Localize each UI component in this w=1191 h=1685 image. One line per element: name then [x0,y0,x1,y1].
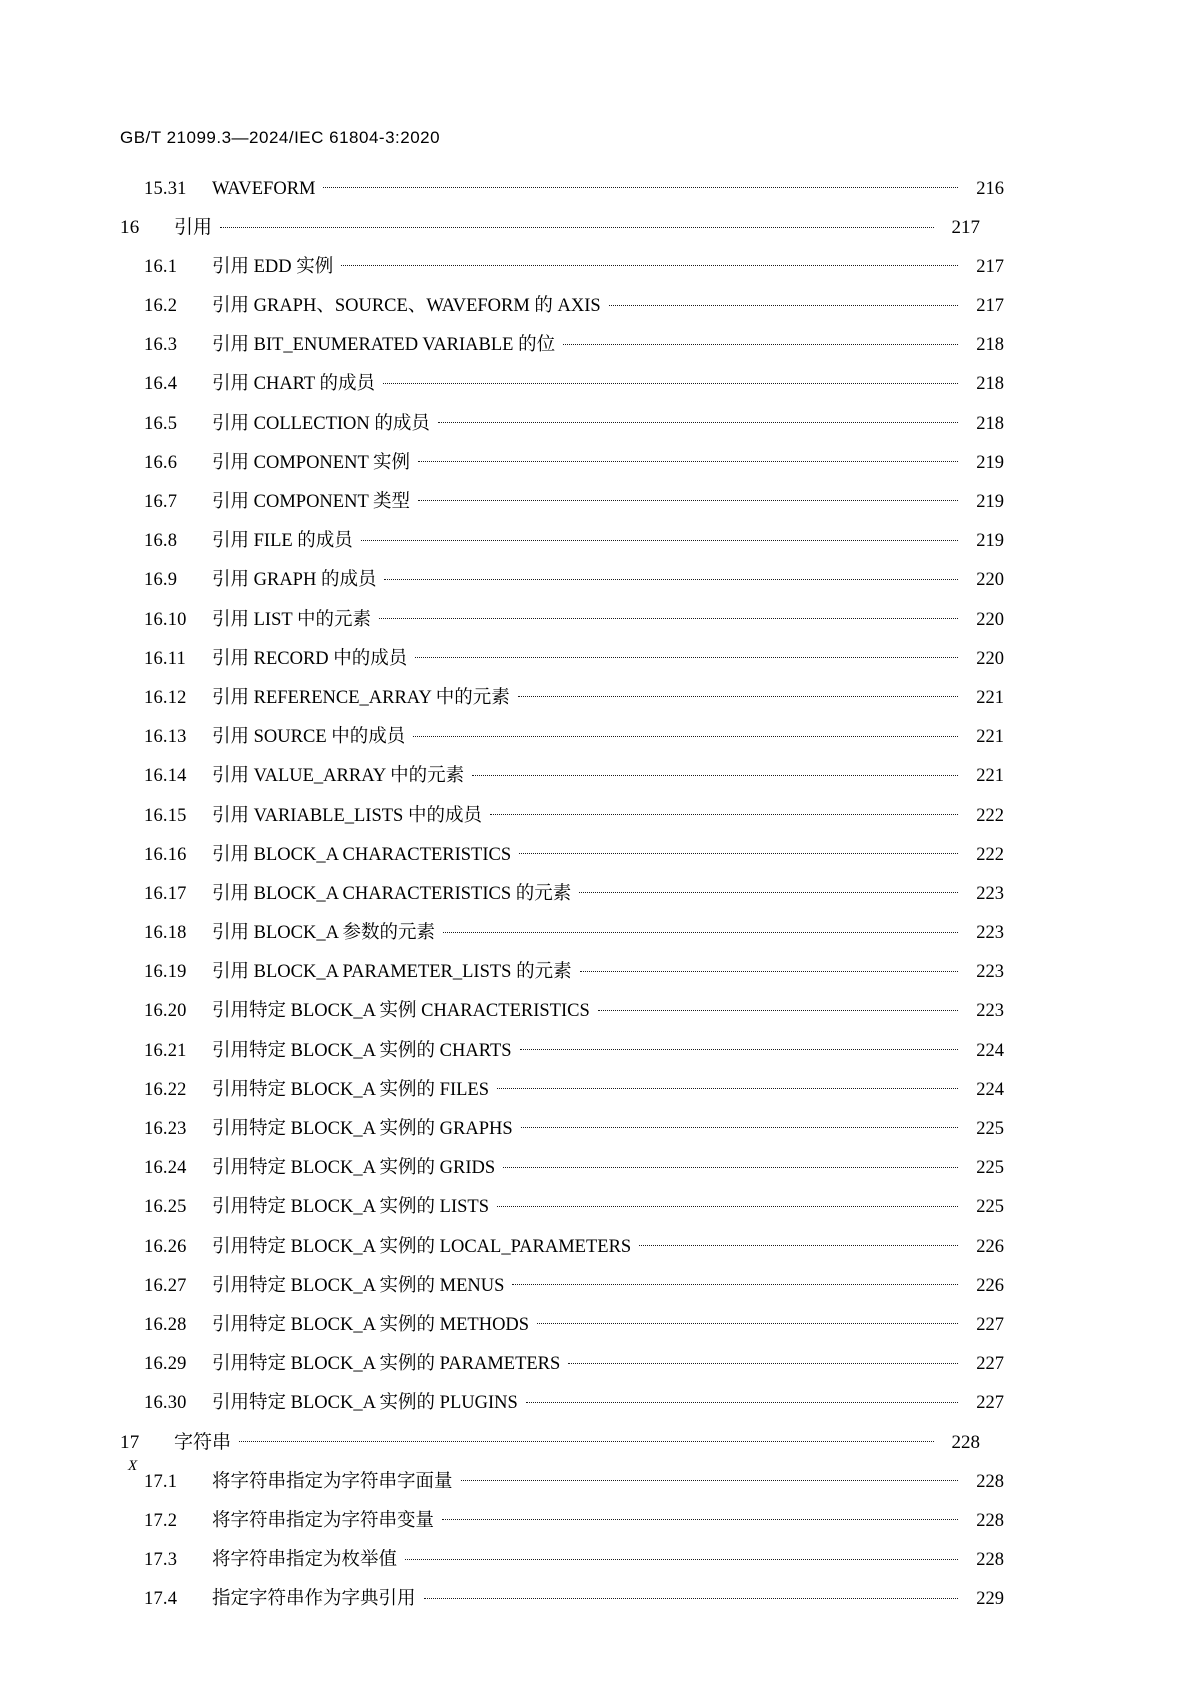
toc-leader-dots [415,645,958,664]
toc-entry-page-number: 220 [976,570,1004,591]
toc-entry-number: 16.2 [144,296,178,317]
toc-entry-page-number: 218 [976,374,1004,395]
toc-entry-title: 引用特定 BLOCK_A 实例的 LISTS [212,1197,490,1218]
toc-entry[interactable] [120,371,1004,394]
toc-entry-title: 引用 EDD 实例 [212,256,334,277]
toc-entry-number: 16.6 [144,452,178,473]
toc-entry-title: 引用 SOURCE 中的成员 [212,727,406,748]
toc-entry-number: 16.8 [144,531,178,552]
toc-entry[interactable] [120,880,1004,903]
toc-leader-dots [568,1351,958,1370]
toc-entry-number: 16.27 [144,1275,187,1296]
toc-entry-title: 引用 BLOCK_A 参数的元素 [212,923,436,944]
toc-entry-number: 16.26 [144,1236,187,1257]
toc-entry-title: 引用 COMPONENT 实例 [212,452,411,473]
toc-entry-number: 16.12 [144,687,187,708]
toc-entry-title: 引用特定 BLOCK_A 实例的 LOCAL_PARAMETERS [212,1236,632,1257]
toc-entry-title: 字符串 [174,1432,232,1453]
toc-entry[interactable] [120,1468,1004,1491]
toc-entry-page-number: 227 [976,1393,1004,1414]
toc-entry-title: 引用特定 BLOCK_A 实例的 PARAMETERS [212,1354,561,1375]
toc-entry-page-number: 218 [976,413,1004,434]
toc-entry-title: 引用 [174,217,213,239]
toc-entry-title: 引用特定 BLOCK_A 实例的 CHARTS [212,1040,512,1061]
toc-entry[interactable] [120,1116,1004,1139]
toc-leader-dots [472,763,958,782]
toc-entry-title: 引用 RECORD 中的成员 [212,648,408,669]
toc-entry-title: 引用 BLOCK_A PARAMETER_LISTS 的元素 [212,962,572,983]
toc-entry-page-number: 216 [976,178,1004,199]
toc-entry-page-number: 228 [976,1471,1004,1492]
toc-leader-dots [438,410,958,429]
toc-leader-dots [383,371,958,390]
toc-entry-number: 16.23 [144,1119,187,1139]
toc-leader-dots [598,998,958,1017]
toc-leader-dots [563,332,958,351]
toc-entry[interactable] [120,1311,1004,1334]
toc-entry[interactable] [120,1547,1004,1570]
toc-entry-number: 16.29 [144,1354,187,1375]
toc-entry-number: 16.5 [144,413,178,434]
toc-entry-page-number: 223 [976,962,1004,983]
toc-entry-number: 16.21 [144,1040,187,1061]
toc-entry-page-number: 227 [976,1354,1004,1375]
toc-leader-dots [418,489,958,508]
toc-entry-page-number: 227 [976,1314,1004,1335]
toc-leader-dots [443,920,958,939]
toc-leader-dots [526,1390,958,1409]
toc-entry-title: 引用特定 BLOCK_A 实例的 MENUS [212,1275,505,1296]
toc-entry-number: 16.28 [144,1314,187,1335]
toc-entry-page-number: 217 [976,256,1004,277]
toc-leader-dots [518,684,958,703]
toc-leader-dots [497,1194,958,1213]
toc-entry-page-number: 218 [976,335,1004,356]
toc-leader-dots [323,175,958,194]
toc-entry-page-number: 225 [976,1197,1004,1218]
toc-entry-number: 16.25 [144,1197,187,1218]
toc-entry-page-number: 217 [976,296,1004,317]
toc-entry[interactable] [120,528,1004,551]
toc-leader-dots [405,1547,958,1566]
toc-entry-page-number: 222 [976,844,1004,865]
toc-entry-page-number: 221 [976,766,1004,787]
toc-entry-title: 引用 LIST 中的元素 [212,609,371,630]
toc-entry-page-number: 226 [976,1275,1004,1296]
toc-leader-dots [384,567,958,586]
toc-entry-title: 引用 REFERENCE_ARRAY 中的元素 [212,687,510,708]
toc-entry-number: 16.14 [144,766,187,787]
toc-entry-page-number: 225 [976,1119,1004,1139]
toc-entry-page-number: 228 [976,1550,1004,1571]
toc-leader-dots [579,880,958,899]
toc-entry[interactable] [120,489,1004,512]
toc-entry-number: 17.3 [144,1550,178,1571]
toc-entry[interactable] [120,645,1004,668]
toc-leader-dots [413,724,958,743]
toc-entry-title: WAVEFORM [212,178,316,199]
toc-entry-title: 引用 CHART 的成员 [212,374,376,395]
toc-entry-title: 引用特定 BLOCK_A 实例的 GRAPHS [212,1119,513,1139]
toc-entry-page-number: 223 [976,923,1004,944]
toc-leader-dots [239,1429,934,1448]
toc-leader-dots [503,1155,958,1174]
toc-entry-title: 引用 GRAPH 的成员 [212,570,377,591]
toc-entry-title: 引用 BIT_ENUMERATED VARIABLE 的位 [212,335,556,356]
toc-entry-title: 引用特定 BLOCK_A 实例的 FILES [212,1079,490,1100]
toc-entry[interactable] [120,1507,1004,1530]
toc-entry[interactable] [120,567,1004,590]
toc-entry-title: 引用特定 BLOCK_A 实例的 METHODS [212,1314,530,1335]
toc-entry[interactable] [120,998,1004,1021]
toc-entry-title: 引用 COLLECTION 的成员 [212,413,430,434]
toc-leader-dots [341,253,958,272]
toc-entry[interactable] [120,293,1004,316]
toc-leader-dots [379,606,958,625]
toc-entry[interactable] [120,449,1004,472]
toc-entry-number: 16.7 [144,492,178,512]
toc-leader-dots [490,802,958,821]
toc-entry-page-number: 219 [976,452,1004,473]
toc-entry-number: 16.4 [144,374,178,395]
toc-entry-number: 16.10 [144,609,187,630]
toc-entry-page-number: 226 [976,1236,1004,1257]
toc-entry-title: 指定字符串作为字典引用 [212,1589,416,1610]
toc-entry[interactable] [120,1586,1004,1609]
toc-leader-dots [609,293,958,312]
toc-entry-number: 16.19 [144,962,187,983]
toc-entry-number: 16.15 [144,805,187,826]
toc-leader-dots [520,1037,958,1056]
toc-leader-dots [220,214,934,233]
toc-leader-dots [521,1116,958,1135]
toc-entry[interactable] [120,959,1004,982]
toc-entry-title: 引用 BLOCK_A CHARACTERISTICS [212,844,512,865]
toc-entry[interactable] [120,724,1004,747]
toc-entry-page-number: 223 [976,883,1004,904]
toc-entry[interactable] [120,1037,1004,1060]
toc-entry-number: 16.1 [144,256,178,277]
toc-entry-page-number: 222 [976,805,1004,826]
toc-entry[interactable] [120,1076,1004,1099]
toc-entry-number: 17 [120,1432,140,1453]
toc-entry-page-number: 220 [976,609,1004,630]
toc-entry-number: 16.20 [144,1001,187,1022]
toc-entry-page-number: 219 [976,531,1004,552]
toc-entry-number: 16.17 [144,883,187,904]
toc-entry-number: 16.9 [144,570,178,591]
toc-leader-dots [497,1076,958,1095]
toc-entry-page-number: 221 [976,687,1004,708]
toc-leader-dots [361,528,958,547]
toc-entry-number: 17.2 [144,1510,178,1531]
toc-entry-number: 16.16 [144,844,187,865]
toc-entry[interactable] [120,763,1004,786]
toc-entry[interactable] [120,253,1004,276]
toc-entry-number: 16.18 [144,923,187,944]
toc-entry-number: 17.1 [144,1471,178,1492]
toc-entry-number: 16.11 [144,648,186,669]
toc-leader-dots [461,1468,958,1487]
toc-entry[interactable] [120,410,1004,433]
toc-entry-number: 17.4 [144,1589,178,1610]
toc-entry-title: 引用特定 BLOCK_A 实例的 GRIDS [212,1158,496,1179]
toc-entry[interactable] [120,1233,1004,1256]
toc-leader-dots [512,1272,958,1291]
toc-leader-dots [537,1311,958,1330]
toc-entry[interactable] [120,841,1004,864]
toc-entry-title: 引用 FILE 的成员 [212,531,353,552]
toc-entry-number: 16.13 [144,727,187,748]
page-header: GB/T 21099.3—2024/IEC 61804-3:2020 [120,128,441,147]
toc-leader-dots [580,959,958,978]
toc-leader-dots [418,449,958,468]
toc-entry-title: 引用 COMPONENT 类型 [212,492,411,512]
toc-leader-dots [442,1507,958,1526]
toc-entry[interactable] [120,802,1004,825]
toc-entry-number: 16 [120,217,140,239]
toc-entry-page-number: 219 [976,492,1004,512]
toc-entry[interactable] [120,175,1004,198]
table-of-contents [120,175,1004,1625]
toc-entry-page-number: 217 [951,217,980,239]
toc-entry-page-number: 229 [976,1589,1004,1610]
toc-entry[interactable] [120,214,980,237]
toc-entry[interactable] [120,1390,1004,1413]
toc-entry-page-number: 228 [976,1510,1004,1531]
toc-entry-page-number: 220 [976,648,1004,669]
toc-entry-page-number: 228 [951,1432,980,1453]
toc-entry[interactable] [120,606,1004,629]
toc-entry[interactable] [120,1429,980,1452]
toc-entry-title: 引用特定 BLOCK_A 实例的 PLUGINS [212,1393,518,1414]
toc-entry-number: 16.24 [144,1158,187,1179]
toc-entry-page-number: 225 [976,1158,1004,1179]
toc-entry[interactable] [120,1155,1004,1178]
toc-entry-title: 引用 BLOCK_A CHARACTERISTICS 的元素 [212,883,572,904]
toc-entry-title: 将字符串指定为枚举值 [212,1550,398,1571]
toc-entry[interactable] [120,920,1004,943]
toc-entry[interactable] [120,1351,1004,1374]
toc-entry-title: 将字符串指定为字符串变量 [212,1510,435,1531]
toc-leader-dots [424,1586,958,1605]
toc-entry-page-number: 223 [976,1001,1004,1022]
toc-entry-number: 16.30 [144,1393,187,1414]
toc-entry-title: 引用 VARIABLE_LISTS 中的成员 [212,805,482,826]
toc-entry[interactable] [120,1272,1004,1295]
toc-leader-dots [519,841,958,860]
toc-entry[interactable] [120,1194,1004,1217]
toc-entry-page-number: 224 [976,1079,1004,1100]
toc-entry-title: 将字符串指定为字符串字面量 [212,1471,453,1492]
toc-entry-title: 引用 GRAPH、SOURCE、WAVEFORM 的 AXIS [212,296,601,317]
toc-entry-number: 16.22 [144,1079,187,1100]
toc-entry-page-number: 221 [976,727,1004,748]
toc-leader-dots [639,1233,958,1252]
toc-entry-page-number: 224 [976,1040,1004,1061]
toc-entry[interactable] [120,684,1004,707]
toc-entry-title: 引用特定 BLOCK_A 实例 CHARACTERISTICS [212,1001,590,1022]
toc-entry-number: 16.3 [144,335,178,356]
toc-entry-number: 15.31 [144,178,187,199]
toc-entry[interactable] [120,332,1004,355]
page-folio: X [128,1458,138,1474]
toc-entry-title: 引用 VALUE_ARRAY 中的元素 [212,766,465,787]
